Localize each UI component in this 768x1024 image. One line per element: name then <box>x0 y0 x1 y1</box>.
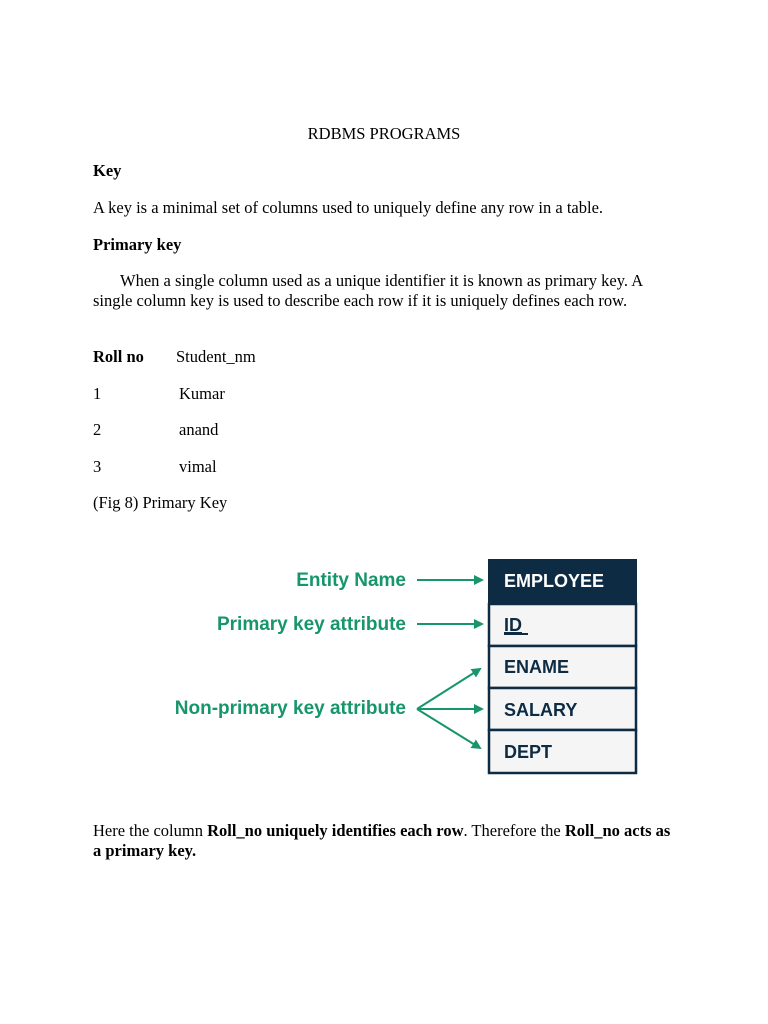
conclusion-bold-text: Roll_no acts as a primary key. <box>93 821 671 860</box>
table-cell-name: anand <box>179 420 219 439</box>
entity-name-label: Entity Name <box>296 570 406 591</box>
attribute-salary: SALARY <box>504 700 578 720</box>
non-primary-arrow-dept <box>417 709 480 748</box>
table-cell-name: Kumar <box>179 384 225 403</box>
table-cell-roll: 3 <box>93 457 102 476</box>
non-primary-key-attribute-label: Non-primary key attribute <box>174 698 406 719</box>
entity-diagram <box>120 548 650 780</box>
entity-name: EMPLOYEE <box>504 571 605 591</box>
table-cell-roll: 1 <box>93 384 102 403</box>
table-header-roll: Roll no <box>93 347 144 366</box>
primary-key-heading: Primary key <box>93 235 182 254</box>
non-primary-arrow-ename <box>417 669 480 709</box>
table-cell-roll: 2 <box>93 420 102 439</box>
attribute-ename: ENAME <box>504 657 570 677</box>
attribute-dept: DEPT <box>504 742 553 762</box>
table-cell-name: vimal <box>179 457 217 476</box>
page-title: RDBMS PROGRAMS <box>307 124 461 143</box>
conclusion-bold-text: Roll_no uniquely identifies each row <box>207 821 464 840</box>
attribute-id: ID <box>504 615 522 635</box>
primary-key-attribute-label: Primary key attribute <box>216 614 406 635</box>
conclusion-text: Here the column <box>93 821 208 840</box>
conclusion-paragraph <box>93 821 679 860</box>
figure-caption: (Fig 8) Primary Key <box>93 493 228 512</box>
key-definition: A key is a minimal set of columns used to uniquely define any row in a table. <box>93 198 604 217</box>
conclusion-text: . Therefore the <box>463 821 565 840</box>
primary-key-paragraph: When a single column used as a unique identifier it is known as primary key. A single column key is used to describe each row if it is uniquely defines each row. <box>93 271 643 310</box>
key-heading: Key <box>93 161 122 180</box>
table-header-student: Student_nm <box>176 347 256 366</box>
